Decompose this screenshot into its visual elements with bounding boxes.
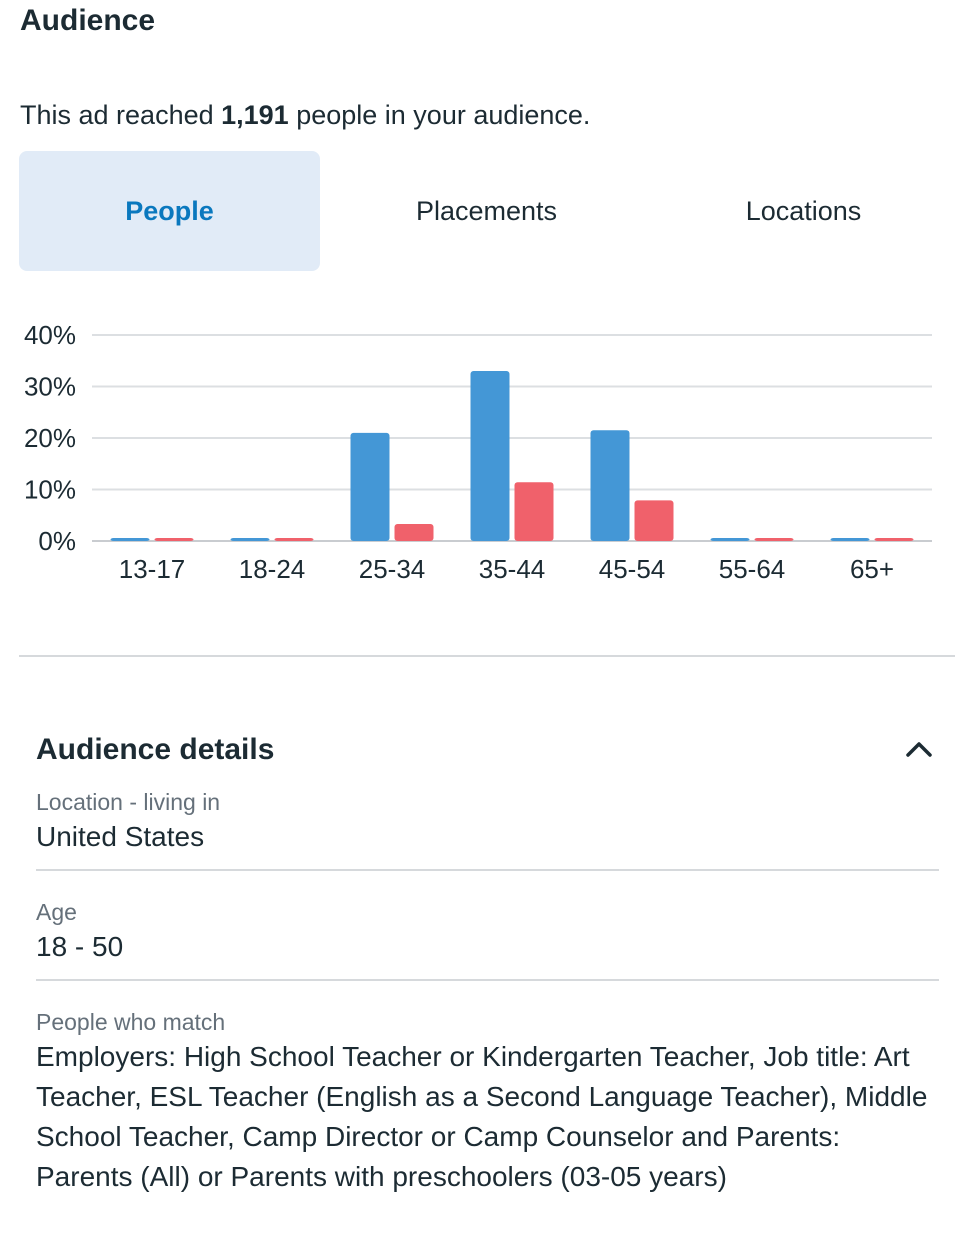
- x-tick-label: 65+: [849, 554, 895, 584]
- bar: [275, 538, 314, 541]
- bar: [635, 500, 674, 541]
- tab-locations[interactable]: Locations: [745, 195, 862, 226]
- audience-title: Audience: [20, 4, 156, 37]
- bar: [875, 538, 914, 541]
- x-tick-label: 35-44: [478, 554, 546, 584]
- y-tick-label: 30%: [23, 371, 76, 402]
- y-tick-label: 0%: [38, 526, 76, 556]
- x-tick-label: 13-17: [118, 554, 186, 584]
- bar: [755, 538, 794, 541]
- collapse-chevron-icon[interactable]: [902, 734, 936, 764]
- tab-people[interactable]: People: [19, 151, 320, 271]
- reach-suffix: people in your audience.: [288, 100, 591, 130]
- people-match-label: People who match: [36, 1009, 226, 1035]
- section-divider: [19, 655, 955, 657]
- bar: [515, 482, 554, 541]
- x-tick-label: 18-24: [238, 554, 306, 584]
- tab-placements[interactable]: Placements: [415, 195, 558, 226]
- location-label: Location - living in: [36, 789, 221, 815]
- bar: [395, 524, 434, 541]
- people-match-value: Employers: High School Teacher or Kindergarten Teacher, Job title: Art Teacher, ESL Teacher (English as a Second Language Teacher), Middle School Teacher, Camp Director or Camp Counselor and Parents: Parents (All) or Parents with preschoolers (03-05 years): [36, 1041, 928, 1192]
- bar: [711, 538, 750, 541]
- x-tick-label: 25-34: [358, 554, 426, 584]
- audience-details-title: Audience details: [36, 733, 275, 766]
- reach-prefix: This ad reached: [20, 100, 222, 130]
- reach-count: 1,191: [221, 100, 289, 130]
- y-tick-label: 10%: [23, 474, 76, 505]
- bar: [591, 430, 630, 541]
- bar: [471, 371, 510, 541]
- age-value: 18 - 50: [36, 931, 124, 962]
- bar: [351, 433, 390, 541]
- bar: [111, 538, 150, 541]
- y-tick-label: 20%: [23, 423, 76, 453]
- reach-summary: [20, 96, 590, 134]
- bar: [231, 538, 270, 541]
- bar: [831, 538, 870, 541]
- location-value: United States: [36, 821, 205, 852]
- y-tick-label: 40%: [23, 320, 76, 350]
- field-divider: [36, 869, 939, 871]
- x-tick-label: 55-64: [718, 554, 786, 584]
- audience-tabs: [19, 151, 972, 271]
- age-label: Age: [36, 899, 77, 925]
- field-divider: [36, 979, 939, 981]
- bar: [155, 538, 194, 541]
- x-tick-label: 45-54: [598, 554, 666, 584]
- age-gender-chart: [0, 300, 978, 600]
